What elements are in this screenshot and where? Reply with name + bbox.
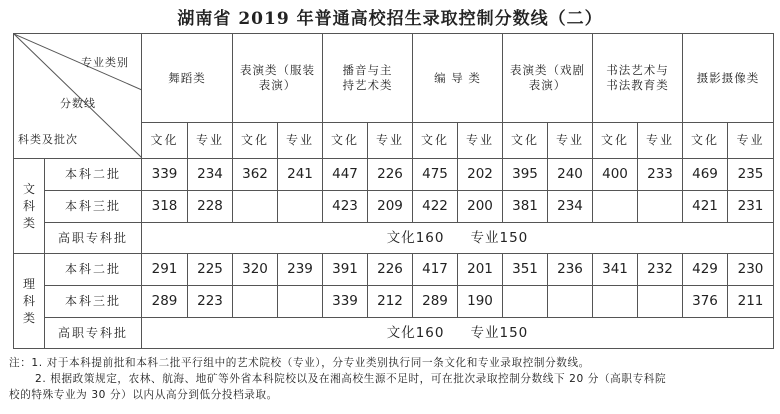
score-cell: 391 [323,254,368,286]
category-label: 表演） [258,78,297,92]
score-cell: 291 [142,254,188,286]
category-label: 持艺术类 [342,78,393,92]
score-cell: 225 [188,254,233,286]
table-row [14,318,774,349]
merged-major-label: 专业 [470,324,500,341]
batch-label: 高职专科批 [45,318,142,349]
table-row [14,254,774,286]
group-label: 理科类 [22,276,35,325]
category-header [593,34,683,123]
category-header [683,34,774,123]
score-cell: 429 [683,254,728,286]
major-subheader: 专业 [188,123,233,159]
category-label: 编 导 类 [434,70,481,85]
score-cell [593,191,638,223]
group-label-cell [14,159,45,254]
score-cell: 200 [458,191,503,223]
score-cell: 226 [368,254,413,286]
page-title: 湖南省 2019 年普通高校招生录取控制分数线（二） [177,9,603,29]
category-label: 表演） [528,78,567,92]
merged-score-cell [142,223,774,254]
score-cell: 417 [413,254,458,286]
score-cell: 400 [593,159,638,191]
score-cell: 190 [458,286,503,318]
score-cell [548,286,593,318]
score-cell: 339 [142,159,188,191]
score-cell: 211 [728,286,774,318]
merged-culture-score: 160 [415,324,445,341]
score-cell: 226 [368,159,413,191]
score-table [13,33,774,349]
score-cell: 469 [683,159,728,191]
score-cell: 289 [413,286,458,318]
score-cell: 231 [728,191,774,223]
note-1: 注：1. 对于本科提前批和本科二批平行组中的艺术院校（专业），分专业类别执行同一条文化和专业录取控制分数线。 [9,357,590,369]
table-row [14,191,774,223]
score-cell: 233 [638,159,683,191]
category-header [413,34,503,123]
score-cell [638,286,683,318]
culture-subheader: 文化 [503,123,548,159]
culture-subheader: 文化 [233,123,278,159]
corner-header [14,34,142,159]
category-header [503,34,593,123]
table-row [14,286,774,318]
major-subheader: 专业 [548,123,593,159]
group-label: 文科类 [22,181,35,230]
score-cell: 240 [548,159,593,191]
score-cell: 212 [368,286,413,318]
score-cell: 447 [323,159,368,191]
merged-major-score: 150 [499,324,529,341]
score-cell: 381 [503,191,548,223]
table-row [14,223,774,254]
score-cell: 289 [142,286,188,318]
major-subheader: 专业 [458,123,503,159]
score-cell: 421 [683,191,728,223]
major-subheader: 专业 [278,123,323,159]
score-cell [278,191,323,223]
batch-label: 本科三批 [45,286,142,318]
score-cell: 351 [503,254,548,286]
batch-label: 高职专科批 [45,223,142,254]
score-cell: 235 [728,159,774,191]
batch-label: 本科三批 [45,191,142,223]
score-cell: 239 [278,254,323,286]
score-cell: 341 [593,254,638,286]
score-cell [233,286,278,318]
score-cell: 234 [548,191,593,223]
score-cell: 223 [188,286,233,318]
note-2: 2. 根据政策规定，农林、航海、地矿等外省本科院校以及在湘高校生源不足时，可在批次录取控制分数线下 20 分（高职专科院 [35,373,667,385]
score-cell: 236 [548,254,593,286]
category-header [233,34,323,123]
header-row [14,34,774,123]
score-cell: 395 [503,159,548,191]
culture-subheader: 文化 [413,123,458,159]
merged-score-cell [142,318,774,349]
table-row [14,159,774,191]
score-cell: 320 [233,254,278,286]
score-cell [638,191,683,223]
category-label: 表演类（服装 [240,63,315,77]
culture-subheader: 文化 [593,123,638,159]
category-label: 表演类（戏剧 [510,63,585,77]
score-cell: 234 [188,159,233,191]
score-cell: 230 [728,254,774,286]
score-cell: 376 [683,286,728,318]
score-cell: 202 [458,159,503,191]
category-label: 摄影摄像类 [696,70,760,85]
corner-score-label: 分数线 [60,97,96,110]
score-cell: 201 [458,254,503,286]
score-cell [593,286,638,318]
score-cell: 209 [368,191,413,223]
corner-batch-label: 科类及批次 [18,133,78,146]
note-3: 校的特殊专业为 30 分）以内从高分到低分投档录取。 [9,389,278,401]
category-label: 舞蹈类 [168,70,206,85]
score-cell [278,286,323,318]
merged-major-score: 150 [499,229,529,246]
batch-label: 本科二批 [45,159,142,191]
corner-category-label: 专业类别 [81,56,129,69]
score-cell: 241 [278,159,323,191]
score-cell: 422 [413,191,458,223]
score-cell [503,286,548,318]
merged-major-label: 专业 [470,229,500,246]
category-label: 书法艺术与 [606,63,669,77]
major-subheader: 专业 [638,123,683,159]
score-cell [233,191,278,223]
culture-subheader: 文化 [683,123,728,159]
merged-culture-score: 160 [415,229,445,246]
major-subheader: 专业 [728,123,774,159]
category-header [142,34,233,123]
score-cell: 232 [638,254,683,286]
merged-culture-label: 文化 [386,324,416,341]
major-subheader: 专业 [368,123,413,159]
score-cell: 475 [413,159,458,191]
score-cell: 228 [188,191,233,223]
batch-label: 本科二批 [45,254,142,286]
score-cell: 362 [233,159,278,191]
merged-culture-label: 文化 [386,229,416,246]
score-cell: 339 [323,286,368,318]
culture-subheader: 文化 [323,123,368,159]
score-cell: 318 [142,191,188,223]
footnotes [9,355,775,403]
category-label: 书法教育类 [606,78,669,92]
category-label: 播音与主 [342,63,393,77]
culture-subheader: 文化 [142,123,188,159]
score-cell: 423 [323,191,368,223]
category-header [323,34,413,123]
group-label-cell [14,254,45,349]
